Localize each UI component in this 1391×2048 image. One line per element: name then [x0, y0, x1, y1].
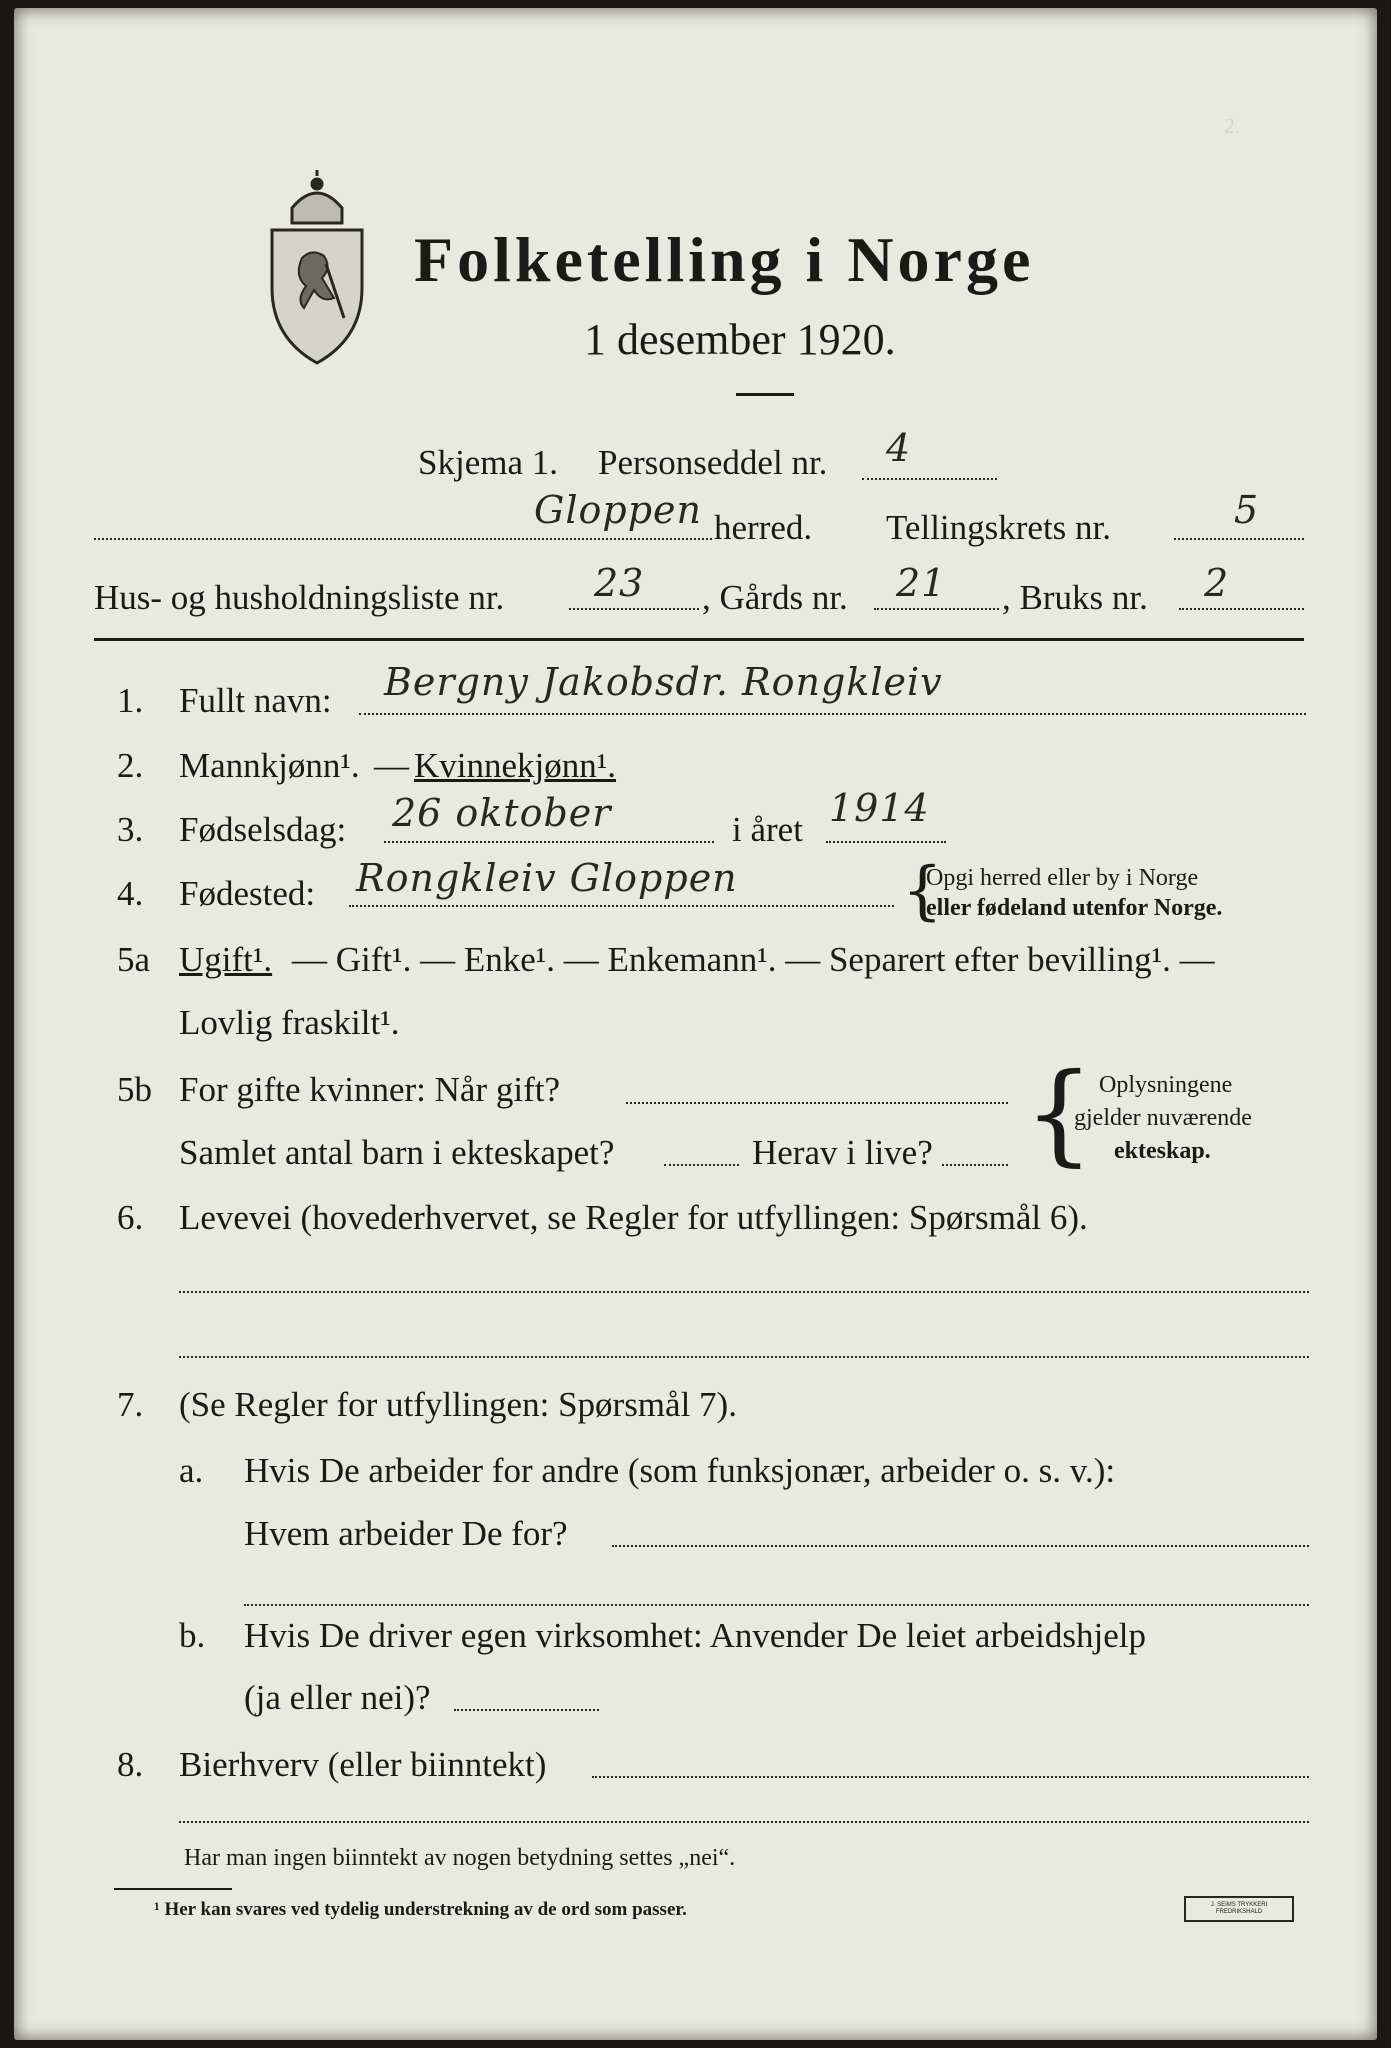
q5a-options: — Gift¹. — Enke¹. — Enkemann¹. — Separert efter bevilling¹. — — [292, 940, 1215, 979]
q5b-note3: ekteskap. — [1114, 1138, 1211, 1164]
gards-label: , Gårds nr. — [702, 578, 848, 617]
bruks-label: , Bruks nr. — [1002, 578, 1148, 617]
q7b-text: Hvis De driver egen virksomhet: Anvender De leiet arbeidshjelp — [244, 1616, 1146, 1655]
herred-value: Gloppen — [534, 488, 702, 532]
q5b-label1: For gifte kvinner: Når gift? — [179, 1070, 561, 1109]
q3-year-line — [826, 841, 946, 843]
q1-line — [359, 713, 1306, 715]
q7-number: 7. — [117, 1385, 144, 1424]
q5b-note2: gjelder nuværende — [1074, 1105, 1252, 1131]
hus-label: Hus- og husholdningsliste nr. — [94, 578, 505, 617]
q5b-alive-line — [942, 1164, 1008, 1166]
q5b-label3: Herav i live? — [752, 1133, 933, 1172]
q5b-label2: Samlet antal barn i ekteskapet? — [179, 1133, 615, 1172]
q5b-number: 5b — [117, 1070, 152, 1109]
q7b-question: (ja eller nei)? — [244, 1678, 431, 1717]
q2-female: Kvinnekjønn¹. — [414, 746, 617, 785]
q5b-when-line — [626, 1102, 1008, 1104]
printer-stamp-text: J. SEIMS TRYKKERI FREDRIKSHALD — [1210, 1902, 1268, 1915]
q1-full-name: Bergny Jakobsdr. Rongkleiv — [384, 660, 943, 704]
q3-label: Fødselsdag: — [179, 810, 347, 849]
q2-number: 2. — [117, 746, 144, 785]
q7a-letter: a. — [179, 1451, 204, 1490]
q8-number: 8. — [117, 1745, 144, 1784]
q1-number: 1. — [117, 681, 144, 720]
title-divider — [736, 393, 794, 396]
q3-date-line — [384, 841, 714, 843]
header-divider — [94, 638, 1304, 641]
q6-label: Levevei (hovederhvervet, se Regler for utfyllingen: Spørsmål 6). — [179, 1198, 1088, 1237]
q7-label: (Se Regler for utfyllingen: Spørsmål 7). — [179, 1385, 737, 1424]
q3-birth-date: 26 oktober — [392, 791, 612, 835]
q7b-letter: b. — [179, 1616, 206, 1655]
skjema-label: Skjema 1. — [418, 443, 558, 482]
q3-number: 3. — [117, 810, 144, 849]
census-form-sheet — [14, 8, 1377, 2040]
q5b-children-line — [664, 1164, 739, 1166]
herred-label: herred. — [714, 508, 813, 547]
bruks-value: 2 — [1204, 561, 1230, 605]
q7a-text: Hvis De arbeider for andre (som funksjonær, arbeider o. s. v.): — [244, 1451, 1116, 1490]
tellingskrets-line — [1174, 538, 1304, 540]
bruks-line — [1179, 608, 1304, 610]
q5a-line2: Lovlig fraskilt¹. — [179, 1003, 400, 1042]
footnote-divider — [114, 1888, 232, 1890]
q7a-line2 — [244, 1604, 1309, 1606]
q5a-ugift: Ugift¹. — [179, 940, 273, 979]
hus-value: 23 — [594, 561, 645, 605]
census-date: 1 desember 1920. — [584, 315, 896, 364]
q6-line2 — [179, 1356, 1309, 1358]
personseddel-line — [862, 478, 997, 480]
gards-value: 21 — [896, 561, 947, 605]
form-title: Folketelling i Norge — [414, 224, 1035, 295]
q7a-line1 — [612, 1545, 1309, 1547]
norwegian-coat-of-arms-icon — [262, 168, 372, 368]
q4-note-line1: Opgi herred eller by i Norge — [926, 865, 1199, 891]
q4-line — [349, 905, 894, 907]
q4-note-line2: eller fødeland utenfor Norge. — [926, 895, 1223, 921]
tellingskrets-label: Tellingskrets nr. — [886, 508, 1112, 547]
q5b-brace: { — [1024, 1049, 1094, 1177]
q4-birthplace: Rongkleiv Gloppen — [356, 856, 738, 900]
printer-stamp — [1184, 1896, 1294, 1922]
q5a-number: 5a — [117, 940, 151, 979]
q8-line1 — [592, 1776, 1309, 1778]
q6-line1 — [179, 1291, 1309, 1293]
gards-line — [874, 608, 999, 610]
personseddel-value: 4 — [886, 426, 912, 470]
q8-label: Bierhverv (eller biinntekt) — [179, 1745, 547, 1784]
q4-brace: { — [902, 854, 943, 928]
q8-note: Har man ingen biinntekt av nogen betydning settes „nei“. — [184, 1845, 736, 1871]
q2-separator: — — [374, 746, 409, 785]
q5b-note1: Oplysningene — [1099, 1072, 1233, 1098]
herred-line — [94, 538, 712, 540]
hus-line — [569, 608, 699, 610]
q4-label: Fødested: — [179, 874, 316, 913]
q2-male: Mannkjønn¹. — [179, 746, 360, 785]
q7a-question: Hvem arbeider De for? — [244, 1514, 568, 1553]
q1-label: Fullt navn: — [179, 681, 332, 720]
tellingskrets-value: 5 — [1234, 488, 1260, 532]
q3-year-label: i året — [732, 810, 803, 849]
personseddel-label: Personseddel nr. — [598, 443, 828, 482]
q3-birth-year: 1914 — [829, 786, 930, 830]
footnote: ¹ Her kan svares ved tydelig understrekning av de ord som passer. — [154, 1899, 687, 1920]
q8-line2 — [179, 1821, 1309, 1823]
q4-number: 4. — [117, 874, 144, 913]
bleed-through-mark: 2. — [1224, 113, 1241, 138]
q6-number: 6. — [117, 1198, 144, 1237]
q7b-line — [454, 1709, 599, 1711]
